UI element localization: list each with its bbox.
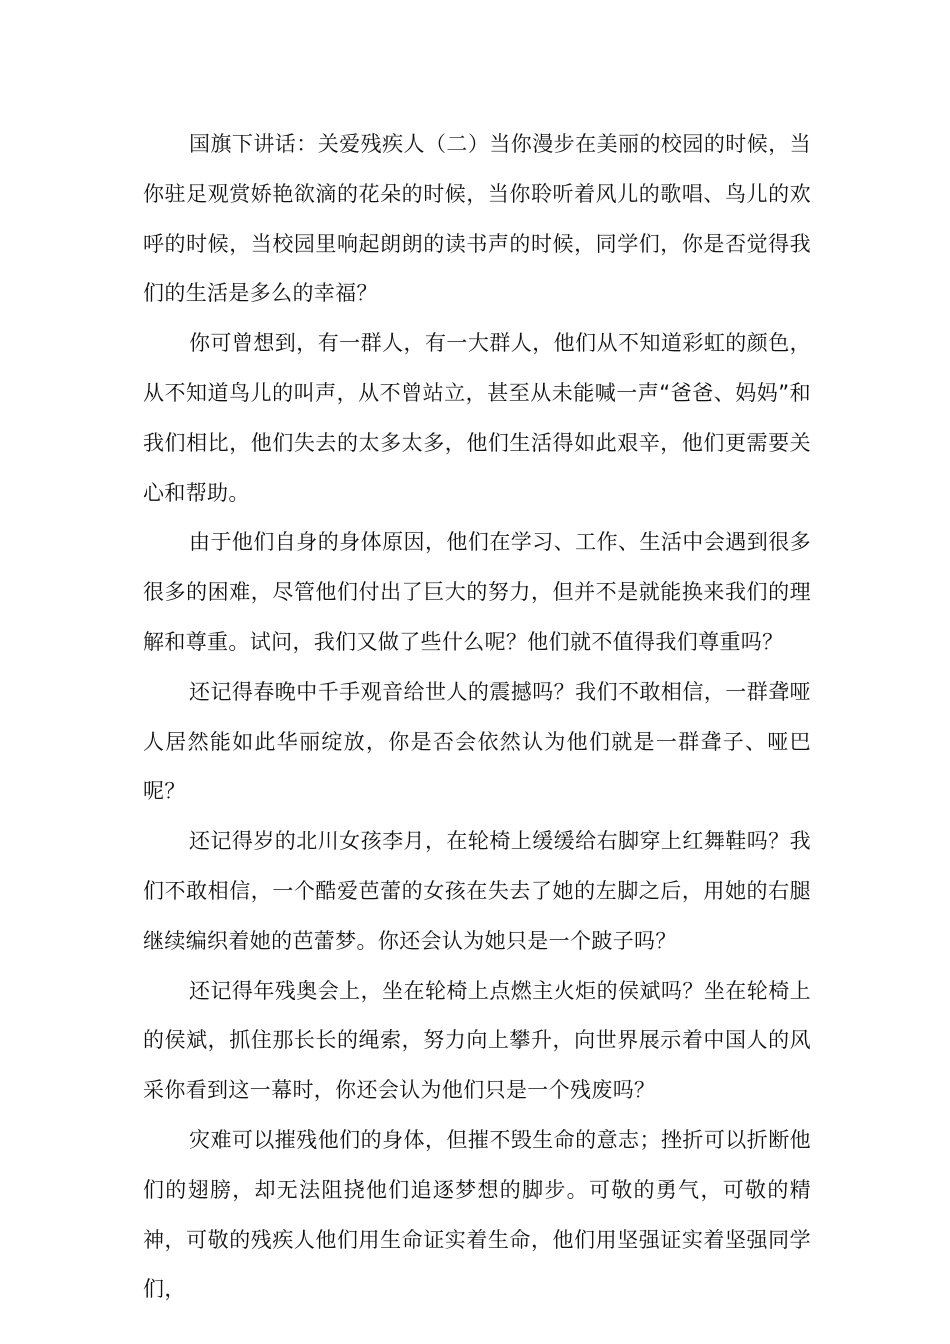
paragraph-4: 还记得春晚中千手观音给世人的震撼吗？我们不敢相信，一群聋哑人居然能如此华丽绽放，你是否会依然认为他们就是一群聋子、哑巴呢？ <box>143 679 811 804</box>
paragraph-1: 国旗下讲话：关爱残疾人（二）当你漫步在美丽的校园的时候，当你驻足观赏娇艳欲滴的花朵的时候，当你聆听着风儿的歌唱、鸟儿的欢呼的时候，当校园里响起朗朗的读书声的时候，同学们，你是否觉得我们的生活是多么的幸福？ <box>143 132 811 306</box>
paragraph-6: 还记得年残奥会上，坐在轮椅上点燃主火炬的侯斌吗？坐在轮椅上的侯斌，抓住那长长的绳索，努力向上攀升，向世界展示着中国人的风采你看到这一幕时，你还会认为他们只是一个残废吗？ <box>143 978 811 1103</box>
document-body <box>143 120 811 1315</box>
paragraph-7: 灾难可以摧残他们的身体，但摧不毁生命的意志；挫折可以折断他们的翅膀，却无法阻挠他们追逐梦想的脚步。可敬的勇气，可敬的精神，可敬的残疾人他们用生命证实着生命，他们用坚强证实着坚强同学们， <box>143 1127 811 1302</box>
paragraph-3: 由于他们自身的身体原因，他们在学习、工作、生活中会遇到很多很多的困难，尽管他们付出了巨大的努力，但并不是就能换来我们的理解和尊重。试问，我们又做了些什么呢？他们就不值得我们尊重吗？ <box>143 530 811 654</box>
paragraph-5: 还记得岁的北川女孩李月，在轮椅上缓缓给右脚穿上红舞鞋吗？我们不敢相信，一个酷爱芭蕾的女孩在失去了她的左脚之后，用她的右腿继续编织着她的芭蕾梦。你还会认为她只是一个跛子吗？ <box>143 829 811 953</box>
paragraph-2: 你可曾想到，有一群人，有一大群人，他们从不知道彩虹的颜色，从不知道鸟儿的叫声，从不曾站立，甚至从未能喊一声“爸爸、妈妈”和我们相比，他们失去的太多太多，他们生活得如此艰辛，他们更需要关心和帮助。 <box>143 331 811 505</box>
